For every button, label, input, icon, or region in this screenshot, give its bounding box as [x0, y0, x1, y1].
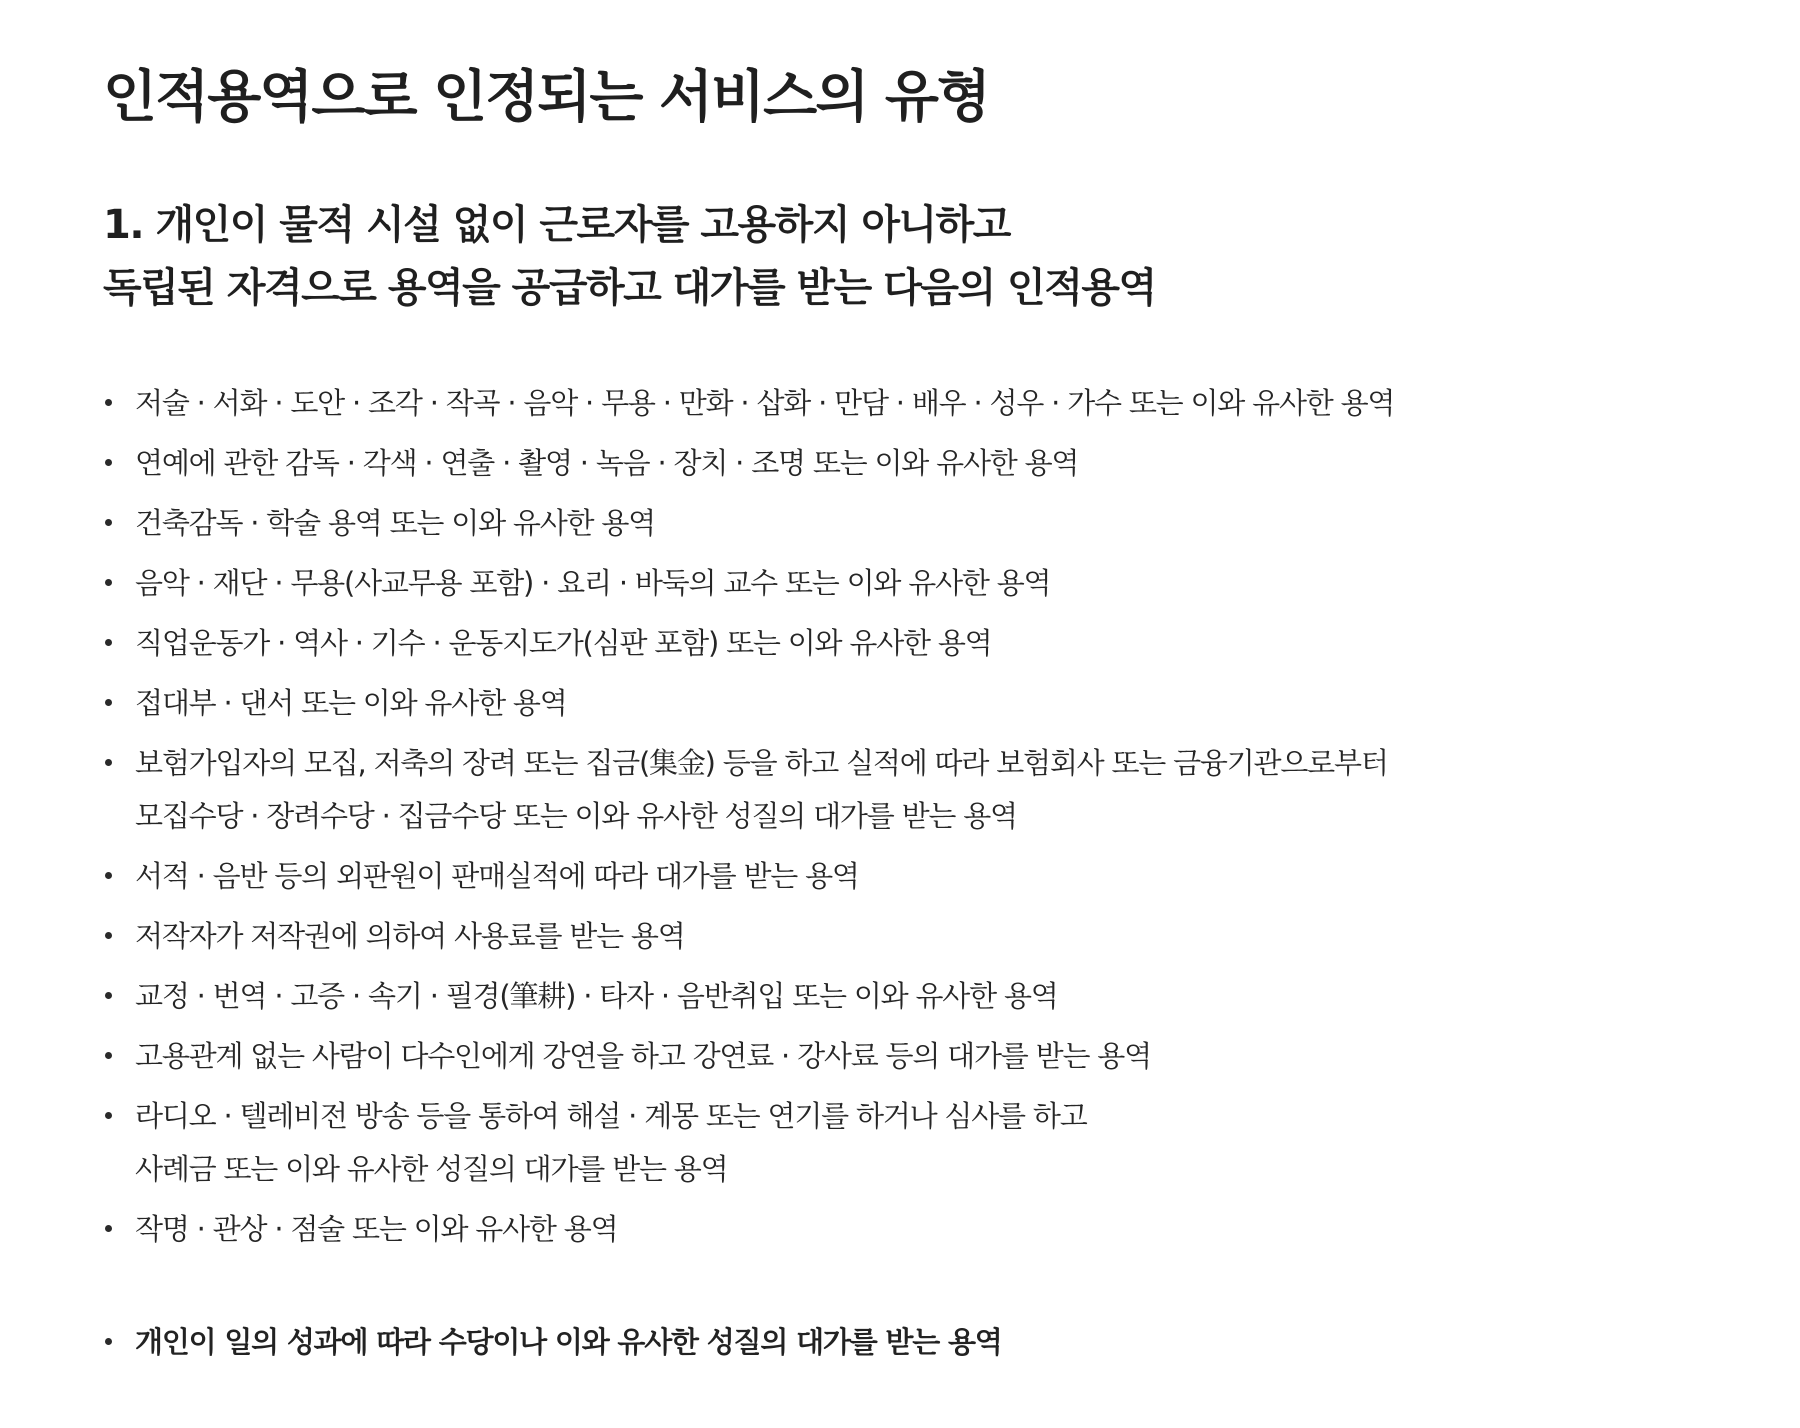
- list-item-text: 개인이 일의 성과에 따라 수당이나 이와 유사한 성질의 대가를 받는 용역: [135, 1325, 1002, 1359]
- list-item-text: 건축감독 · 학술 용역 또는 이와 유사한 용역: [135, 506, 655, 540]
- list-item-emphasized: [103, 1316, 1002, 1369]
- list-item: [103, 1030, 1394, 1083]
- list-item: [103, 617, 1394, 670]
- section-heading: [103, 194, 1156, 320]
- list-item-text: 저작자가 저작권에 의하여 사용료를 받는 용역: [135, 919, 685, 953]
- list-item-text: 접대부 · 댄서 또는 이와 유사한 용역: [135, 686, 567, 720]
- list-item: [103, 1203, 1394, 1256]
- bullet-icon: [105, 579, 112, 586]
- bullet-icon: [105, 639, 112, 646]
- page-title: 인적용역으로 인정되는 서비스의 유형: [103, 65, 990, 130]
- list-item-text: 서적 · 음반 등의 외판원이 판매실적에 따라 대가를 받는 용역: [135, 859, 859, 893]
- list-item: [103, 377, 1394, 430]
- list-item: [103, 677, 1394, 730]
- list-item: [103, 850, 1394, 903]
- additional-service-list: [103, 1316, 1002, 1369]
- list-item: [103, 910, 1394, 963]
- bullet-icon: [105, 1225, 112, 1232]
- bullet-icon: [105, 519, 112, 526]
- list-item: [103, 737, 1394, 843]
- bullet-icon: [105, 992, 112, 999]
- list-item: [103, 1090, 1394, 1196]
- list-item-text: 저술 · 서화 · 도안 · 조각 · 작곡 · 음악 · 무용 · 만화 · 삽화 · 만담 · 배우 · 성우 · 가수 또는 이와 유사한 용역: [135, 386, 1395, 420]
- bullet-icon: [105, 399, 112, 406]
- bullet-icon: [105, 932, 112, 939]
- section-heading-line: 독립된 자격으로 용역을 공급하고 대가를 받는 다음의 인적용역: [103, 265, 1156, 311]
- list-item: [103, 970, 1394, 1023]
- list-item: [103, 557, 1394, 610]
- bullet-icon: [105, 1112, 112, 1119]
- service-type-list: [103, 377, 1394, 1263]
- bullet-icon: [105, 1338, 112, 1345]
- list-item-text: 작명 · 관상 · 점술 또는 이와 유사한 용역: [135, 1212, 618, 1246]
- bullet-icon: [105, 459, 112, 466]
- bullet-icon: [105, 872, 112, 879]
- section-heading-line: 1. 개인이 물적 시설 없이 근로자를 고용하지 아니하고: [103, 202, 1010, 248]
- list-item-text: 직업운동가 · 역사 · 기수 · 운동지도가(심판 포함) 또는 이와 유사한 용역: [135, 626, 992, 660]
- list-item-text: 보험가입자의 모집, 저축의 장려 또는 집금(集金) 등을 하고 실적에 따라 보험회사 또는 금융기관으로부터 모집수당 · 장려수당 · 집금수당 또는 이와 유사한 성질의 대가를 받는 용역: [135, 746, 1388, 833]
- list-item-text: 교정 · 번역 · 고증 · 속기 · 필경(筆耕) · 타자 · 음반취입 또는 이와 유사한 용역: [135, 979, 1058, 1013]
- list-item: [103, 497, 1394, 550]
- bullet-icon: [105, 699, 112, 706]
- list-item-text: 연예에 관한 감독 · 각색 · 연출 · 촬영 · 녹음 · 장치 · 조명 또는 이와 유사한 용역: [135, 446, 1079, 480]
- list-item: [103, 437, 1394, 490]
- bullet-icon: [105, 759, 112, 766]
- bullet-icon: [105, 1052, 112, 1059]
- list-item-text: 음악 · 재단 · 무용(사교무용 포함) · 요리 · 바둑의 교수 또는 이와 유사한 용역: [135, 566, 1051, 600]
- list-item-text: 고용관계 없는 사람이 다수인에게 강연을 하고 강연료 · 강사료 등의 대가를 받는 용역: [135, 1039, 1151, 1073]
- list-item-text: 라디오 · 텔레비전 방송 등을 통하여 해설 · 계몽 또는 연기를 하거나 심사를 하고 사례금 또는 이와 유사한 성질의 대가를 받는 용역: [135, 1099, 1087, 1186]
